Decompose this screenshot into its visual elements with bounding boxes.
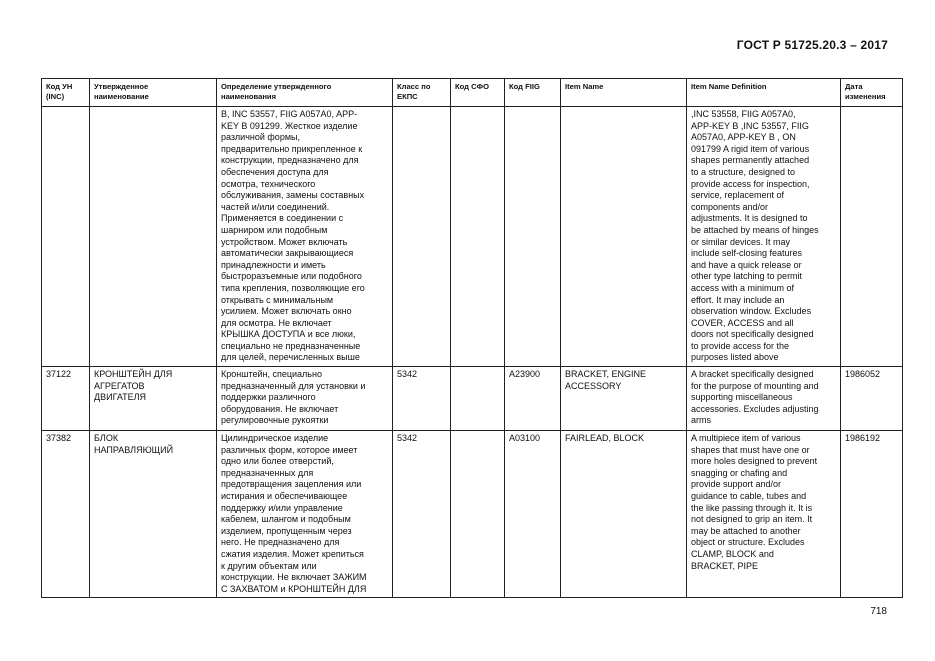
cell-item-name: BRACKET, ENGINE ACCESSORY [561, 367, 687, 431]
cell-change-date: 1986192 [841, 431, 903, 598]
cell-inc: 37122 [42, 367, 90, 431]
cell-sfo-code [451, 431, 505, 598]
cell-sfo-code [451, 107, 505, 367]
table-row [42, 431, 903, 598]
cell-approved-name [90, 107, 217, 367]
header-approved-name: Утвержденное наименование [90, 79, 217, 107]
cell-ekps-class [393, 107, 451, 367]
cell-inc [42, 107, 90, 367]
document-standard-number: ГОСТ Р 51725.20.3 – 2017 [736, 38, 888, 52]
cell-fiig-code: A23900 [505, 367, 561, 431]
cell-change-date [841, 107, 903, 367]
page-number: 718 [870, 606, 887, 617]
cell-inc: 37382 [42, 431, 90, 598]
cell-sfo-code [451, 367, 505, 431]
cell-approved-definition: Кронштейн, специально предназначенный для установки и поддержки различного оборудования. Не включает регулировочные рукоятки [217, 367, 393, 431]
header-sfo-code: Код СФО [451, 79, 505, 107]
cell-approved-name: БЛОК НАПРАВЛЯЮЩИЙ [90, 431, 217, 598]
cell-item-name-definition: A multipiece item of various shapes that must have one or more holes designed to prevent snagging or chafing and provide support and/or guidance to cable, tubes and the like passing through it. It is not designed to grip an item. It may be attached to another object or structure. Excludes CLAMP, BLOCK and BRACKET, PIPE [687, 431, 841, 598]
header-item-name-definition: Item Name Definition [687, 79, 841, 107]
cell-item-name [561, 107, 687, 367]
table-row [42, 367, 903, 431]
classification-table [41, 78, 903, 598]
cell-change-date: 1986052 [841, 367, 903, 431]
header-item-name: Item Name [561, 79, 687, 107]
cell-fiig-code [505, 107, 561, 367]
cell-fiig-code: A03100 [505, 431, 561, 598]
cell-approved-definition: В, INC 53557, FIIG A057A0, APP- KEY В 091299. Жесткое изделие различной формы, предварительно прикрепленное к конструкции, предназначено для обеспечения доступа для осмотра, технического обслуживания, замены составных частей и/или соединений. Применяется в соединении с шарниром или подобным устройством. Может включать автоматически закрывающиеся принадлежности и иметь быстроразъемные или подобного типа крепления, позволяющие его открывать с минимальным усилием. Может включать окно для осмотра. Не включает КРЫШКА ДОСТУПА и все люки, специально не предназначенные для целей, перечисленных выше [217, 107, 393, 367]
table-header-row [42, 79, 903, 107]
cell-ekps-class: 5342 [393, 367, 451, 431]
header-inc: Код УН (INC) [42, 79, 90, 107]
cell-item-name: FAIRLEAD, BLOCK [561, 431, 687, 598]
cell-ekps-class: 5342 [393, 431, 451, 598]
cell-approved-name: КРОНШТЕЙН ДЛЯ АГРЕГАТОВ ДВИГАТЕЛЯ [90, 367, 217, 431]
header-change-date: Дата изменения [841, 79, 903, 107]
header-fiig-code: Код FIIG [505, 79, 561, 107]
cell-item-name-definition: ,INC 53558, FIIG A057A0, APP-KEY В ,INC 53557, FIIG A057A0, APP-KEY В , ON 091799 A rigid item of various shapes permanently attached to a structure, designed to provide access for inspection, service, replacement of components and/or adjustments. It is designed to be attached by means of hinges or similar devices. It may include self-closing features and have a quick release or other type latching to permit access with a minimum of effort. It may include an observation window. Excludes COVER, ACCESS and all doors not specifically designed to provide access for the purposes listed above [687, 107, 841, 367]
cell-item-name-definition: A bracket specifically designed for the purpose of mounting and supporting miscellaneous accessories. Excludes adjusting arms [687, 367, 841, 431]
header-approved-definition: Определение утвержденного наименования [217, 79, 393, 107]
header-ekps-class: Класс по ЕКПС [393, 79, 451, 107]
table-row [42, 107, 903, 367]
cell-approved-definition: Цилиндрическое изделие различных форм, которое имеет одно или более отверстий, предназначенных для предотвращения зацепления или истирания и обеспечивающее поддержку и/или управление кабелем, шлангом и подобным изделием, пропущенным через него. Не предназначено для сжатия изделия. Может крепиться к другим объектам или конструкции. Не включает ЗАЖИМ С ЗАХВАТОМ и КРОНШТЕЙН ДЛЯ [217, 431, 393, 598]
